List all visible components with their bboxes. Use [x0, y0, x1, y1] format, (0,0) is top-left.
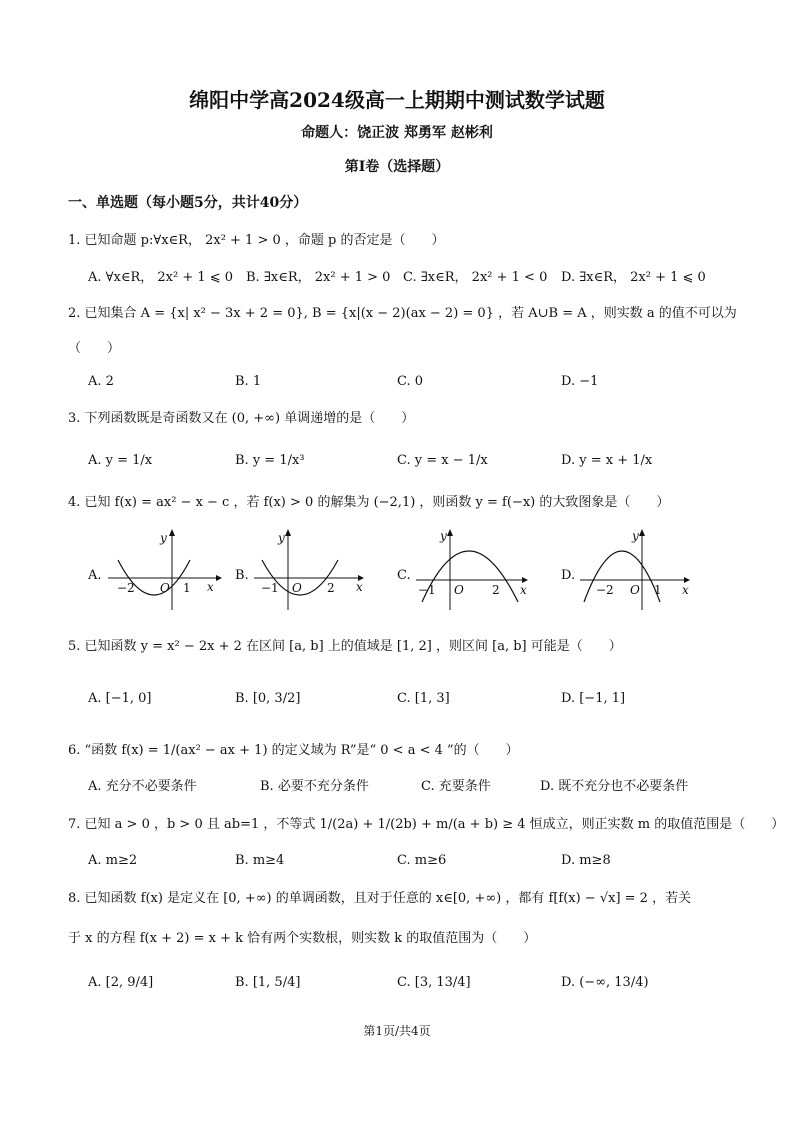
question-3-stem: 3. 下列函数既是奇函数又在 (0, +∞) 单调递增的是（ ） — [68, 411, 415, 426]
graph-c-x-label: x — [520, 583, 527, 597]
question-7-option-a: A. m≥2 — [88, 853, 138, 868]
question-1-option-c: C. ∃x∈R， 2x² + 1 < 0 — [403, 270, 548, 285]
question-6-option-c: C. 充要条件 — [421, 779, 491, 794]
question-5-option-a: A. [−1, 0] — [88, 691, 152, 706]
graph-c-left-root: −1 — [418, 583, 436, 597]
graph-a-origin: O — [160, 581, 170, 595]
question-8-option-a: A. [2, 9/4] — [88, 975, 154, 990]
question-7-option-b: B. m≥4 — [235, 853, 285, 868]
volume-label: 第Ⅰ卷（选择题） — [344, 159, 450, 175]
graph-b-y-label: y — [278, 531, 285, 545]
question-5-stem: 5. 已知函数 y = x² − 2x + 2 在区间 [a, b] 上的值域是 [1, 2] ，则区间 [a, b] 可能是（ ） — [68, 639, 622, 654]
question-4-option-b: B. — [235, 568, 249, 583]
question-1-stem: 1. 已知命题 p:∀x∈R， 2x² + 1 > 0 ，命题 p 的否定是（ ） — [68, 233, 445, 248]
graph-d — [578, 526, 694, 612]
graph-c-right-root: 2 — [492, 583, 500, 597]
question-2-option-a: A. 2 — [88, 374, 114, 389]
graph-d-x-label: x — [682, 583, 689, 597]
graph-b-left-root: −1 — [261, 581, 279, 595]
question-3-option-c: C. y = x − 1/x — [397, 453, 488, 468]
question-4-option-a: A. — [88, 568, 102, 583]
question-6-option-b: B. 必要不充分条件 — [260, 779, 369, 794]
graph-b-right-root: 2 — [327, 581, 335, 595]
graph-d-left-root: −2 — [596, 583, 614, 597]
graph-a-x-label: x — [207, 580, 214, 594]
graph-d-origin: O — [630, 583, 640, 597]
graph-b-origin: O — [292, 581, 302, 595]
question-7-option-d: D. m≥8 — [561, 853, 611, 868]
question-8-option-b: B. [1, 5/4] — [235, 975, 301, 990]
question-4-option-d: D. — [561, 568, 576, 583]
question-5-option-d: D. [−1, 1] — [561, 691, 626, 706]
question-5-option-c: C. [1, 3] — [397, 691, 450, 706]
question-8-option-d: D. (−∞, 13/4) — [561, 975, 649, 990]
graph-c — [414, 526, 530, 612]
question-4-stem: 4. 已知 f(x) = ax² − x − c ，若 f(x) > 0 的解集为 (−2,1) ，则函数 y = f(−x) 的大致图象是（ ） — [68, 495, 670, 510]
question-3-option-d: D. y = x + 1/x — [561, 453, 653, 468]
graph-d-y-label: y — [632, 529, 639, 543]
question-1-option-d: D. ∃x∈R， 2x² + 1 ⩽ 0 — [561, 270, 706, 285]
question-8-option-c: C. [3, 13/4] — [397, 975, 471, 990]
graph-a-y-label: y — [160, 531, 167, 545]
graph-b-x-label: x — [356, 580, 363, 594]
question-6-option-a: A. 充分不必要条件 — [88, 779, 197, 794]
question-1-option-a: A. ∀x∈R， 2x² + 1 ⩽ 0 — [88, 270, 234, 285]
question-5-option-b: B. [0, 3/2] — [235, 691, 301, 706]
question-6-option-d: D. 既不充分也不必要条件 — [540, 779, 689, 794]
graph-a-right-root: 1 — [183, 581, 191, 595]
question-2-option-c: C. 0 — [397, 374, 424, 389]
question-6-stem: 6. “函数 f(x) = 1/(ax² − ax + 1) 的定义域为 R”是“ 0 < a < 4 ”的（ ） — [68, 743, 519, 758]
page-footer: 第1页/共4页 — [363, 1024, 431, 1038]
question-2-option-d: D. −1 — [561, 374, 599, 389]
graph-c-origin: O — [454, 583, 464, 597]
question-2-stem: 2. 已知集合 A = {x| x² − 3x + 2 = 0}, B = {x|(x − 2)(ax − 2) = 0} ，若 A∪B = A ，则实数 a 的值不可以为 — [68, 306, 737, 321]
question-8-stem: 8. 已知函数 f(x) 是定义在 [0, +∞) 的单调函数，且对于任意的 x∈[0, +∞) ，都有 f[f(x) − √x] = 2 ，若关 — [68, 891, 692, 906]
graph-b — [252, 528, 368, 612]
question-7-stem: 7. 已知 a > 0 ，b > 0 且 ab=1 ，不等式 1/(2a) + 1/(2b) + m/(a + b) ≥ 4 恒成立，则正实数 m 的取值范围是（ ） — [68, 817, 785, 832]
exam-title: 绵阳中学高2024级高一上期期中测试数学试题 — [189, 88, 605, 112]
question-2-option-b: B. 1 — [235, 374, 262, 389]
question-3-option-a: A. y = 1/x — [88, 453, 153, 468]
exam-authors: 命题人：饶正波 郑勇军 赵彬利 — [301, 125, 493, 141]
question-7-option-c: C. m≥6 — [397, 853, 447, 868]
question-3-option-b: B. y = 1/x³ — [235, 453, 305, 468]
graph-a-left-root: −2 — [117, 581, 135, 595]
graph-d-right-root: 1 — [654, 583, 662, 597]
graph-a — [106, 528, 222, 612]
graph-c-y-label: y — [440, 529, 447, 543]
question-2-stem-cont: （ ） — [68, 341, 121, 356]
question-8-stem-cont: 于 x 的方程 f(x + 2) = x + k 恰有两个实数根，则实数 k 的取值范围为（ ） — [68, 931, 537, 946]
question-4-option-c: C. — [397, 568, 411, 583]
question-1-option-b: B. ∃x∈R， 2x² + 1 > 0 — [246, 270, 391, 285]
section-heading: 一、单选题（每小题5分，共计40分） — [68, 195, 308, 211]
